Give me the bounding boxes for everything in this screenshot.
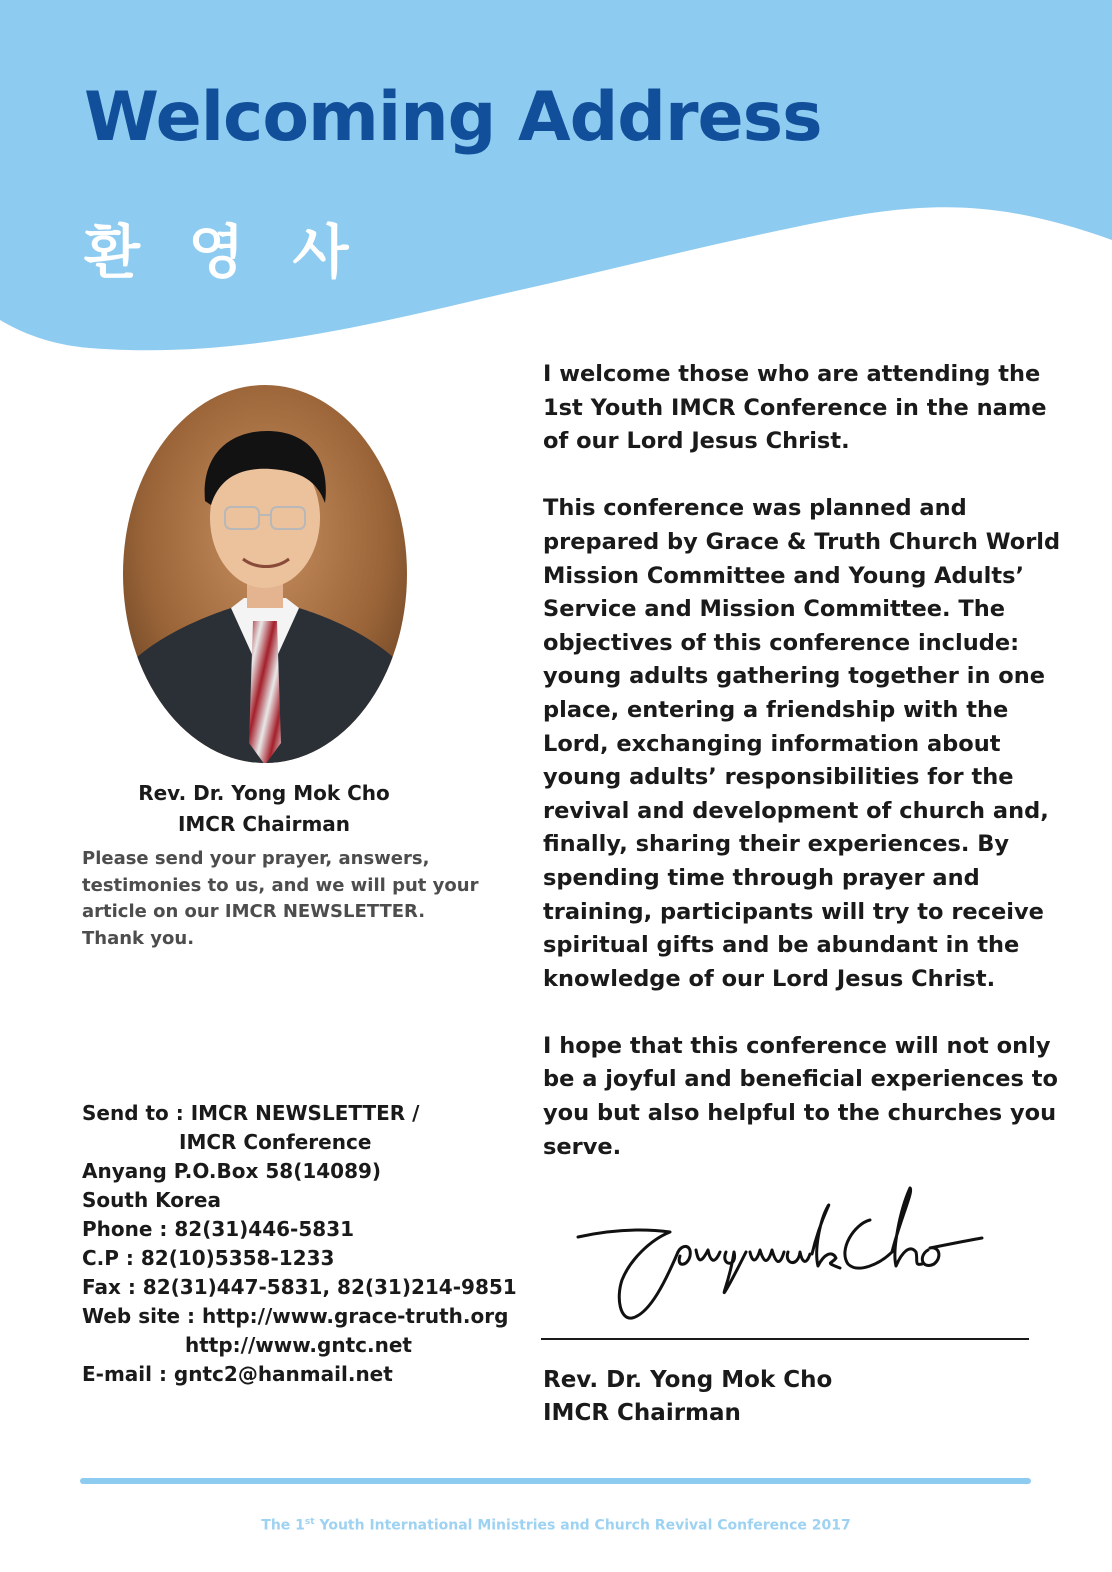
portrait-caption bbox=[100, 778, 428, 840]
letter-line: revival and development of church and, bbox=[543, 797, 1049, 824]
letter-line: I welcome those who are attending the bbox=[543, 361, 1041, 387]
letter-line: place, entering a friendship with the bbox=[543, 696, 1009, 723]
korean-subtitle: 환 영 사 bbox=[84, 218, 363, 286]
letter-line: This conference was planned and bbox=[543, 495, 967, 522]
letter-line: prepared by Grace & Truth Church World bbox=[543, 528, 1061, 555]
fax-line: Fax : 82(31)447-5831, 82(31)214-9851 bbox=[82, 1275, 517, 1299]
address-line-1: Anyang P.O.Box 58(14089) bbox=[82, 1159, 382, 1183]
letter-line: spiritual gifts and be abundant in the bbox=[543, 932, 1020, 959]
caption-role: IMCR Chairman bbox=[177, 812, 351, 836]
letter-line: training, participants will try to receive bbox=[543, 898, 1044, 925]
letter-line: 1st Youth IMCR Conference in the name bbox=[543, 394, 1047, 421]
letter-line: finally, sharing their experiences. By bbox=[543, 831, 1010, 858]
letter-line: I hope that this conference will not only bbox=[543, 1032, 1051, 1059]
website-link-1[interactable]: Web site : http://www.grace-truth.org bbox=[82, 1304, 509, 1328]
request-line: Thank you. bbox=[82, 927, 195, 949]
request-line: article on our IMCR NEWSLETTER. bbox=[82, 901, 426, 922]
letter-line: knowledge of our Lord Jesus Christ. bbox=[543, 965, 996, 992]
letter-line: young adults gathering together in one bbox=[543, 663, 1046, 690]
footer-text-start: The 1 bbox=[261, 1517, 305, 1534]
address-line-2: South Korea bbox=[82, 1188, 221, 1212]
signer-name: Rev. Dr. Yong Mok Cho bbox=[543, 1367, 833, 1393]
letter-line: be a joyful and beneficial experiences to bbox=[543, 1066, 1058, 1093]
letter-line: spending time through prayer and bbox=[543, 864, 980, 891]
request-line: Please send your prayer, answers, bbox=[82, 848, 430, 869]
footer-rule bbox=[80, 1478, 1031, 1484]
signer-role: IMCR Chairman bbox=[543, 1400, 741, 1426]
website-link-2[interactable]: http://www.gntc.net bbox=[185, 1333, 412, 1357]
letter-line: serve. bbox=[543, 1133, 622, 1160]
send-to-line: Send to : IMCR NEWSLETTER / bbox=[82, 1101, 420, 1125]
cp-line: C.P : 82(10)5358-1233 bbox=[82, 1246, 335, 1270]
send-to-line-2: IMCR Conference bbox=[179, 1130, 372, 1154]
handwritten-signature bbox=[570, 1180, 990, 1330]
letter-line: young adults’ responsibilities for the bbox=[543, 764, 1014, 791]
letter-line: Lord, exchanging information about bbox=[543, 730, 1001, 757]
contact-info bbox=[82, 1099, 517, 1389]
letter-line: Service and Mission Committee. The bbox=[543, 596, 1006, 623]
footer-text bbox=[0, 1517, 1112, 1534]
letter-line: you but also helpful to the churches you bbox=[543, 1100, 1057, 1127]
welcome-letter bbox=[543, 358, 1061, 1164]
header-wave-band bbox=[0, 0, 1112, 360]
caption-name: Rev. Dr. Yong Mok Cho bbox=[138, 781, 390, 805]
signature-rule bbox=[541, 1338, 1029, 1340]
footer-text-end: Youth International Ministries and Church Revival Conference 2017 bbox=[314, 1517, 851, 1534]
email-link[interactable]: E-mail : gntc2@hanmail.net bbox=[82, 1362, 393, 1386]
request-line: testimonies to us, and we will put your bbox=[82, 874, 479, 896]
signer-block bbox=[543, 1364, 943, 1430]
chairman-portrait bbox=[121, 383, 409, 765]
letter-line: of our Lord Jesus Christ. bbox=[543, 428, 850, 455]
submission-request-note bbox=[82, 846, 482, 952]
page-title: Welcoming Address bbox=[84, 78, 822, 157]
footer-text-superscript: st bbox=[304, 1517, 315, 1527]
phone-line: Phone : 82(31)446-5831 bbox=[82, 1217, 355, 1241]
letter-line: Mission Committee and Young Adults’ bbox=[543, 562, 1025, 589]
letter-line: objectives of this conference include: bbox=[543, 629, 1020, 656]
